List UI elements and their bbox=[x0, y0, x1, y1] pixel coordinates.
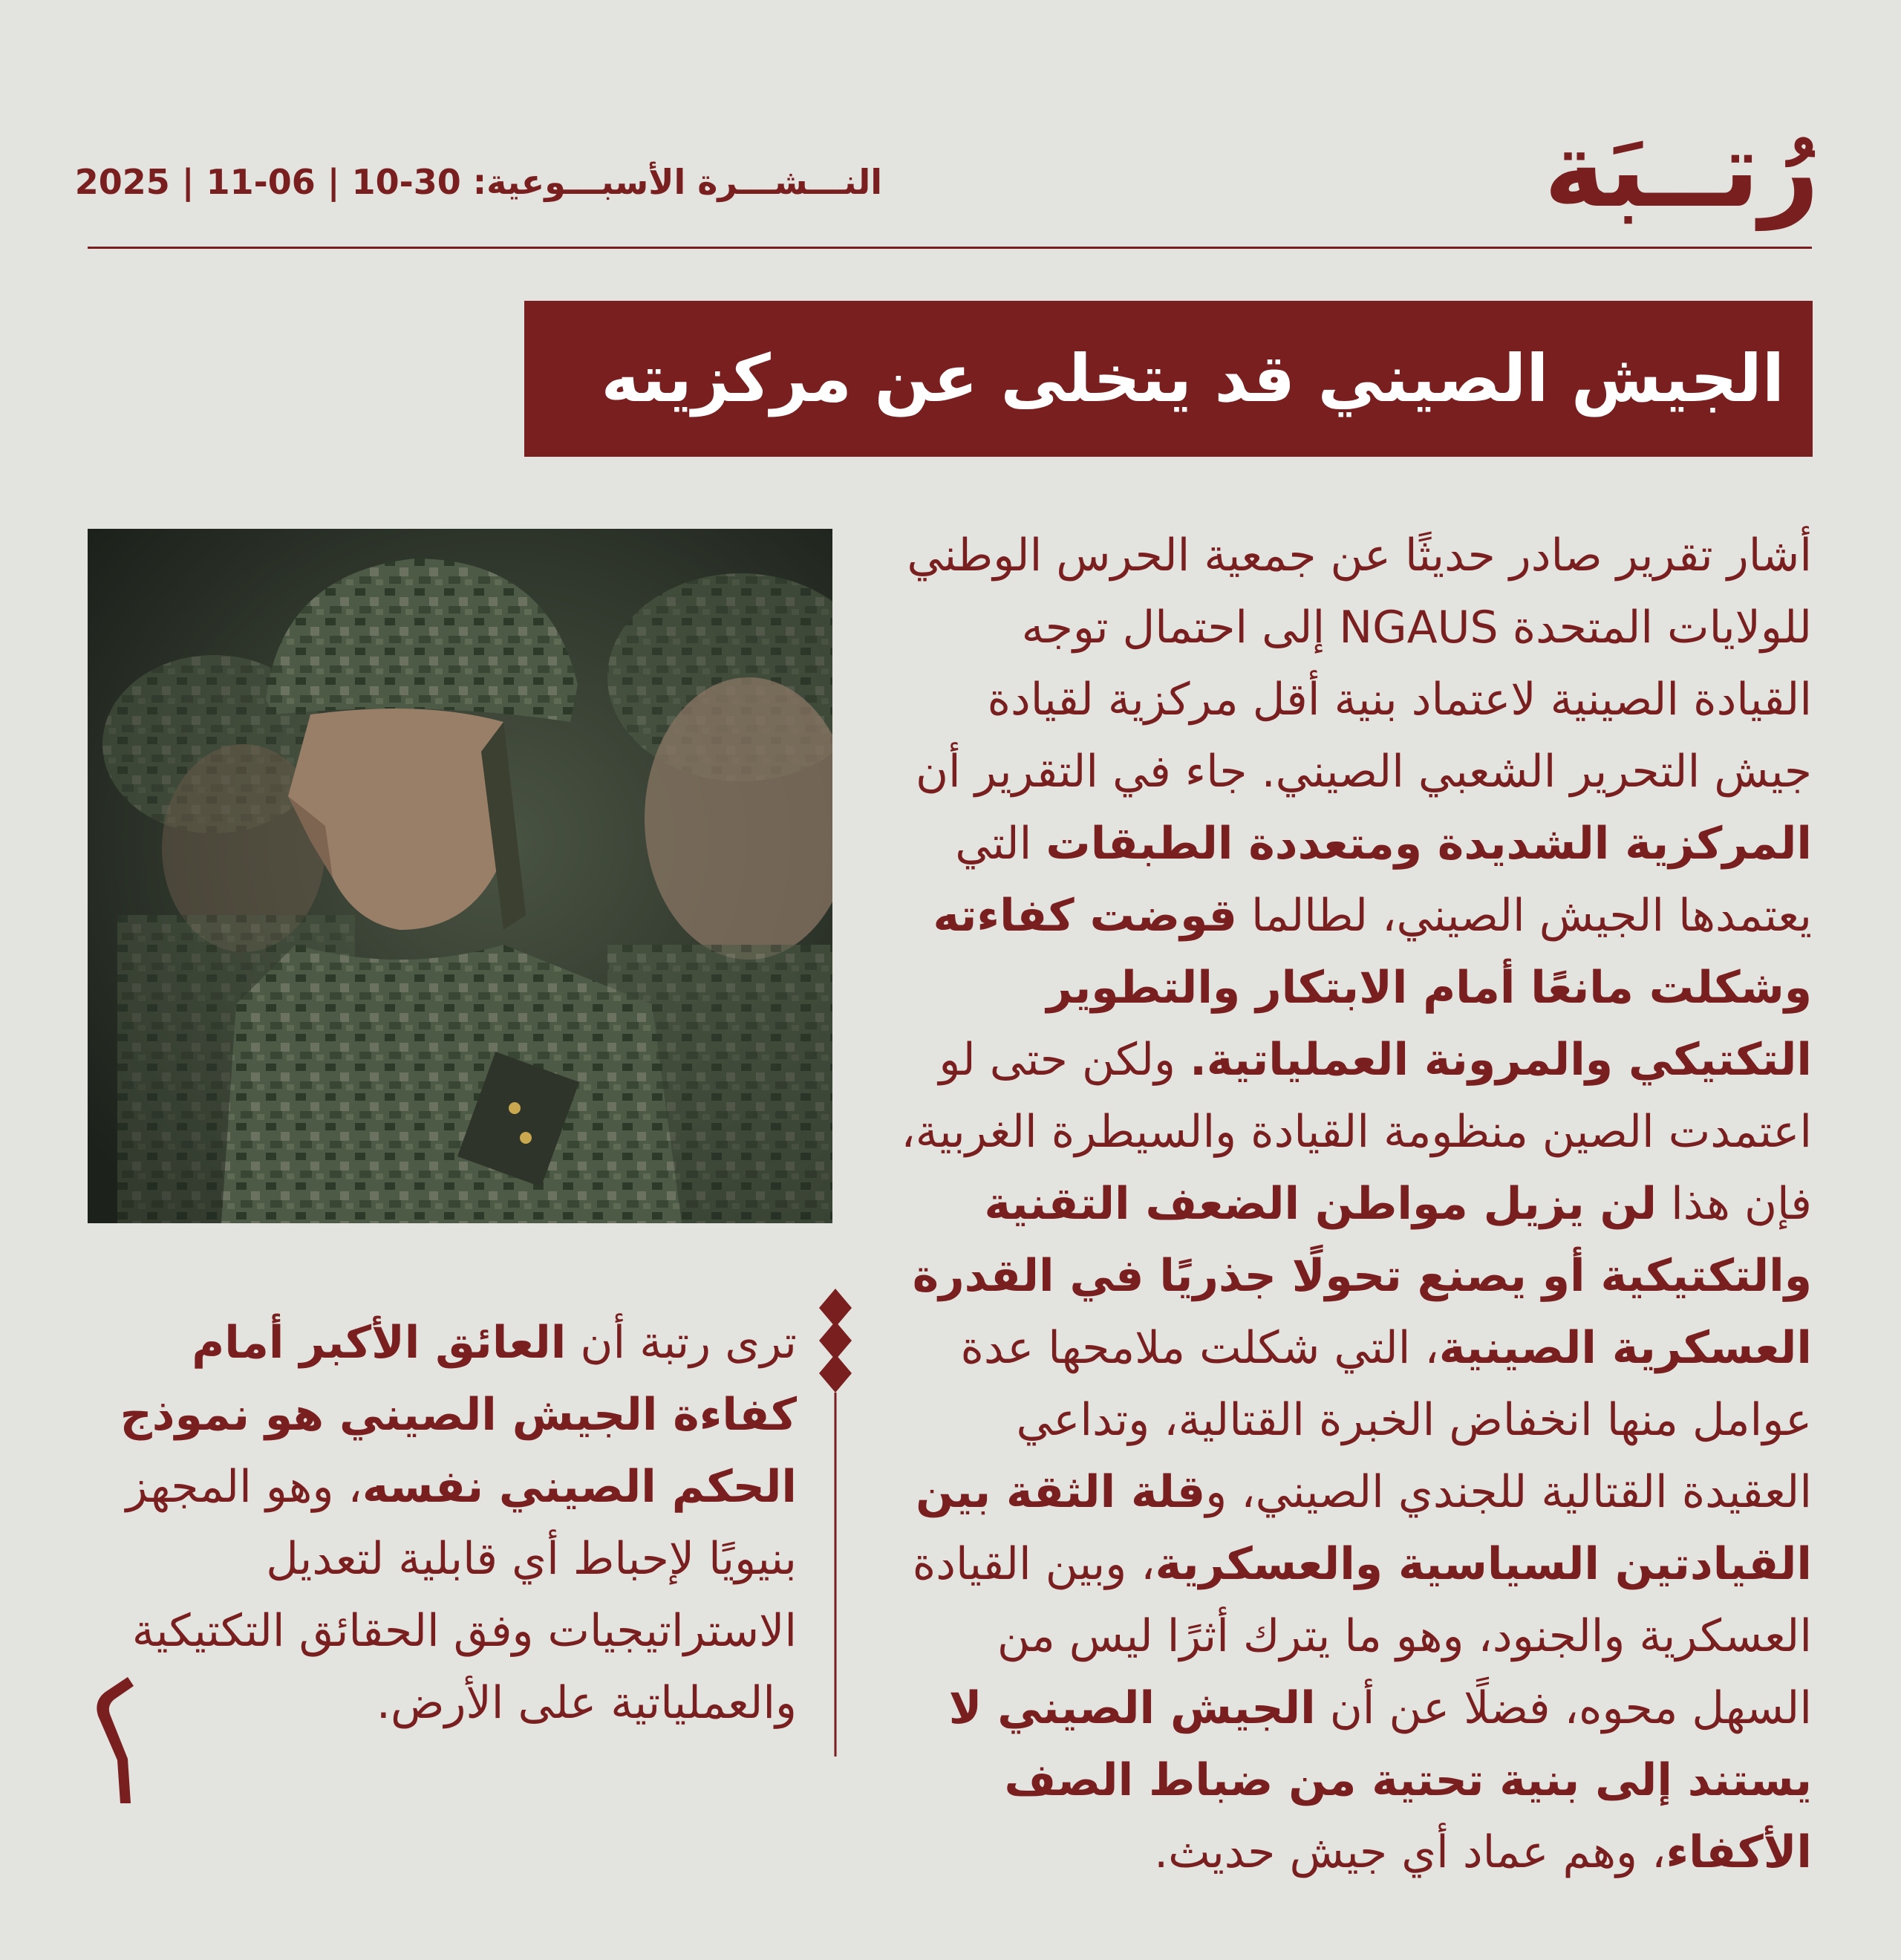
soldiers-photo bbox=[88, 529, 832, 1223]
article-text-6: ، وهم عماد أي جيش حديث. bbox=[1154, 1826, 1666, 1878]
quote-marker bbox=[806, 1289, 865, 1957]
brand-logo bbox=[1507, 104, 1819, 238]
article-text-4: ، التي شكلت ملامحها عدة عوامل منها انخفاض الخبرة القتالية، وتداعي العقيدة القتالية للجندي الصيني، و bbox=[960, 1322, 1812, 1518]
soldiers-illustration bbox=[88, 529, 832, 1223]
quote-text-2: ، وهو المجهز بنيويًا لإحباط أي قابلية لتعديل الاستراتيجيات وفق الحقائق التكتيكية والعملياتية على الأرض. bbox=[125, 1461, 797, 1729]
quote-text-1: ترى رتبة أن bbox=[566, 1317, 797, 1369]
article-text-5: ، وبين القيادة العسكرية والجنود، وهو ما يترك أثرًا ليس من السهل محوه، فضلًا عن أن bbox=[912, 1538, 1812, 1734]
brand-logo-text: رُتــبَة bbox=[1544, 110, 1819, 231]
headline-banner bbox=[524, 301, 1813, 457]
quote-bold: العائق الأكبر أمام كفاءة الجيش الصيني هو نموذج الحكم الصيني نفسه bbox=[120, 1317, 797, 1513]
headline-text: الجيش الصيني قد يتخلى عن مركزيته bbox=[601, 340, 1784, 417]
article-body bbox=[891, 520, 1812, 1878]
issue-date-line: النـــشـــرة الأسبـــوعية: 30-10 | 06-11 | 2025 bbox=[74, 162, 882, 202]
diamond-marker-icon bbox=[806, 1289, 865, 1957]
corner-bracket-icon bbox=[88, 1671, 140, 1805]
quote-text bbox=[84, 1307, 797, 1739]
header-divider bbox=[88, 247, 1812, 249]
article-bold-4: قلة الثقة بين القيادتين السياسية والعسكرية bbox=[916, 1466, 1812, 1590]
article-text-1: أشار تقرير صادر حديثًا عن جمعية الحرس الوطني للولايات المتحدة NGAUS إلى احتمال توجه القيادة الصينية لاعتماد بنية أقل مركزية لقيادة جيش التحرير الشعبي الصيني. جاء في التقرير أن bbox=[907, 530, 1812, 798]
article-bold-1: المركزية الشديدة ومتعددة الطبقات bbox=[1046, 818, 1812, 870]
article-text-2: التي يعتمدها الجيش الصيني، لطالما bbox=[955, 818, 1812, 942]
article-text-3: ولكن حتى لو اعتمدت الصين منظومة القيادة والسيطرة الغربية، فإن هذا bbox=[901, 1034, 1812, 1230]
article-bold-2: قوضت كفاءته وشكلت مانعًا أمام الابتكار والتطوير التكتيكي والمرونة العملياتية. bbox=[933, 890, 1812, 1086]
quote-block bbox=[88, 1307, 800, 1729]
article-bold-3: لن يزيل مواطن الضعف التقنية والتكتيكية أو يصنع تحولًا جذريًا في القدرة العسكرية الصينية bbox=[912, 1178, 1812, 1374]
article-bold-5: الجيش الصيني لا يستند إلى بنية تحتية من ضباط الصف الأكفاء bbox=[948, 1682, 1812, 1878]
